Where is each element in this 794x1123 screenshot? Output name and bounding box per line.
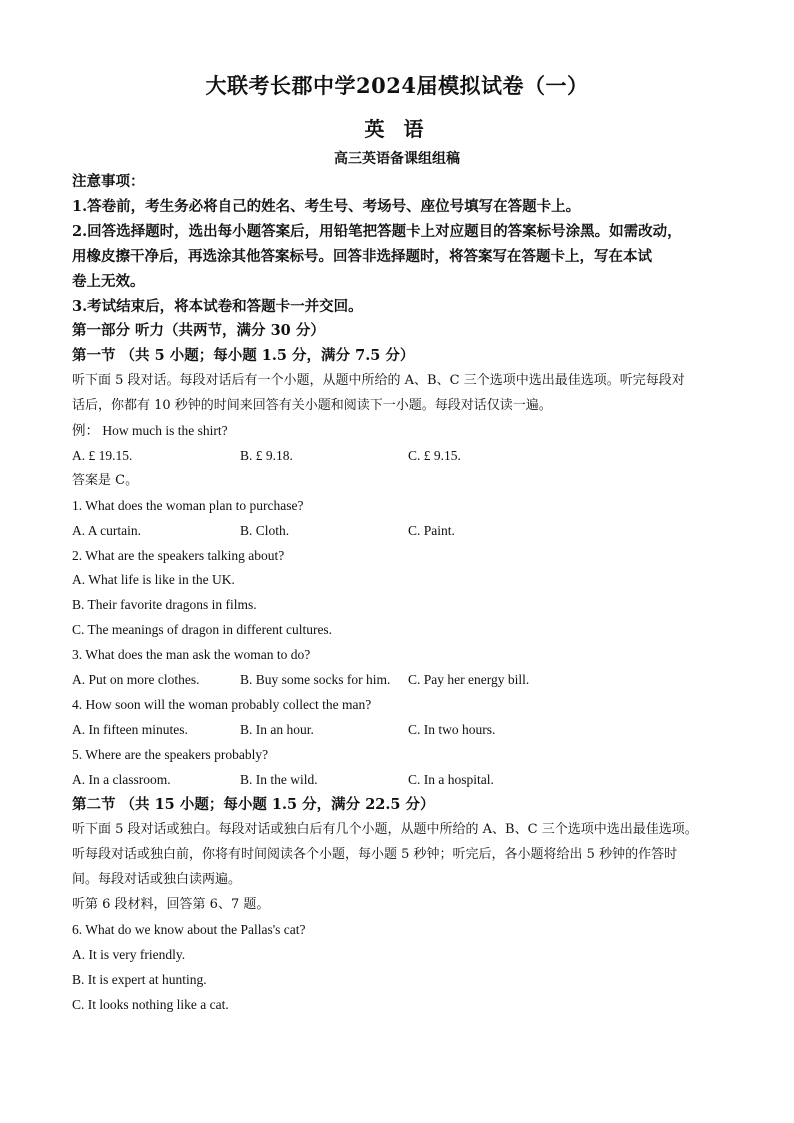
example-option-a: A. £ 19.15. [72,448,133,463]
q1-option-a: A. A curtain. [72,523,141,538]
example-option-c: C. £ 9.15. [408,448,461,463]
material-instruction: 听第 6 段材料，回答第 6、7 题。 [72,897,270,912]
notice-item: 2.回答选择题时，选出每小题答案后，用铅笔把答题卡上对应题目的答案标号涂黑。如需改动， [72,223,682,240]
q4-option-c: C. In two hours. [408,722,496,737]
q3-option-a: A. Put on more clothes. [72,672,200,687]
question-3: 3. What does the man ask the woman to do? [72,647,311,662]
q2-option-b: B. Their favorite dragons in films. [72,597,257,612]
notice-item: 卷上无效。 [72,273,145,290]
notice-item: 3.考试结束后，将本试卷和答题卡一并交回。 [72,298,363,315]
notice-item: 用橡皮擦干净后，再选涂其他答案标号。回答非选择题时，将答案写在答题卡上，写在本试 [72,248,652,265]
notice-heading: 注意事项： [72,173,145,190]
author-line: 高三英语备课组组稿 [334,151,460,167]
question-5: 5. Where are the speakers probably? [72,747,269,762]
section2-instructions: 听下面 5 段对话或独白。每段对话或独白后有几个小题，从题中所给的 A、B、C 三个选项中选出最佳选项。 [72,822,698,837]
q5-option-c: C. In a hospital. [408,772,494,787]
section2-instructions: 间。每段对话或独白读两遍。 [72,872,242,887]
q2-option-a: A. What life is like in the UK. [72,572,235,587]
q4-option-b: B. In an hour. [240,722,314,737]
q3-option-b: B. Buy some socks for him. [240,672,391,687]
example-answer: 答案是 C。 [72,473,139,488]
example-option-b: B. £ 9.18. [240,448,293,463]
question-2: 2. What are the speakers talking about? [72,548,285,563]
q6-option-c: C. It looks nothing like a cat. [72,997,229,1012]
q5-option-b: B. In the wild. [240,772,318,787]
part1-heading: 第一部分 听力（共两节，满分 30 分） [72,322,325,339]
q1-option-b: B. Cloth. [240,523,290,538]
section2-heading: 第二节 （共 15 小题；每小题 1.5 分，满分 22.5 分） [72,796,435,813]
section1-instructions: 话后，你都有 10 秒钟的时间来回答有关小题和阅读下一小题。每段对话仅读一遍。 [72,398,552,413]
q5-option-a: A. In a classroom. [72,772,171,787]
q1-option-c: C. Paint. [408,523,455,538]
section1-heading: 第一节 （共 5 小题；每小题 1.5 分，满分 7.5 分） [72,347,415,364]
q2-option-c: C. The meanings of dragon in different cultures. [72,622,333,637]
example-question: 例： How much is the shirt? [72,423,228,438]
exam-title: 大联考长郡中学2024届模拟试卷（一） [205,73,589,98]
q3-option-c: C. Pay her energy bill. [408,672,530,687]
question-6: 6. What do we know about the Pallas's cat? [72,922,306,937]
q6-option-a: A. It is very friendly. [72,947,186,962]
notice-item: 1.答卷前，考生务必将自己的姓名、考生号、考场号、座位号填写在答题卡上。 [72,198,581,215]
subject-title: 英 语 [364,117,430,141]
q6-option-b: B. It is expert at hunting. [72,972,207,987]
question-4: 4. How soon will the woman probably collect the man? [72,697,372,712]
q4-option-a: A. In fifteen minutes. [72,722,188,737]
section2-instructions: 听每段对话或独白前，你将有时间阅读各个小题，每小题 5 秒钟；听完后，各小题将给出 5 秒钟的作答时 [72,847,678,862]
question-1: 1. What does the woman plan to purchase? [72,498,304,513]
section1-instructions: 听下面 5 段对话。每段对话后有一个小题，从题中所给的 A、B、C 三个选项中选出最佳选项。听完每段对 [72,373,685,388]
